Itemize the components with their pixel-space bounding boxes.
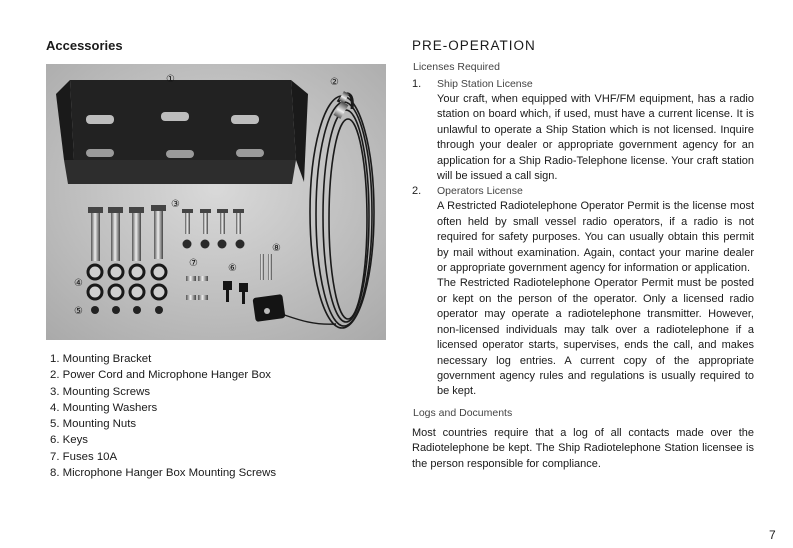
accessories-list (50, 351, 276, 481)
item-1-title: Ship Station License (437, 78, 533, 90)
hanger-box (252, 294, 285, 322)
list-item: 6. Keys (50, 434, 88, 447)
callout-7: ⑦ (189, 258, 198, 269)
section-title: PRE-OPERATION (412, 38, 536, 53)
mounting-bracket (56, 80, 308, 184)
list-item: 8. Microphone Hanger Box Mounting Screws (50, 467, 277, 480)
accessories-title: Accessories (46, 38, 123, 53)
callout-6: ⑥ (228, 263, 237, 274)
item-1-heading (412, 77, 754, 92)
item-2-heading (412, 184, 754, 199)
callout-8: ⑧ (272, 243, 281, 254)
logs-text: Most countries require that a log of all contacts made over the Radiotelephone be kept. The Ship Radiotelephone Station licensee is the person responsible for compliance. (412, 426, 754, 470)
list-item: 3. Mounting Screws (50, 385, 151, 398)
licenses-heading: Licenses Required (413, 61, 500, 73)
list-item: 5. Mounting Nuts (50, 418, 137, 431)
accessories-photo (46, 64, 386, 340)
item-1-number: 1. (412, 78, 422, 90)
list-item: 2. Power Cord and Microphone Hanger Box (50, 369, 271, 382)
operator-license-text-1: A Restricted Radiotelephone Operator Permit is the license most often held by small vessel radio operators, if a radio is not required for safety purposes. You can usually obtain this permit by mail without examination. Again, contact your marine dealer or appropriate government agency for information or application. (437, 200, 754, 275)
operator-license-text-2: The Restricted Radiotelephone Operator Permit must be posted or kept on the person of the operator. Only a licensed radio operator may operate a radiotelephone transmitter. However, non-licensed individuals may talk over a radiotelephone if a licensed operator starts, supervises, ends the call, and makes necessary log entries. A current copy of the appropriate government agency rules and regulations is usually required to be kept. (437, 277, 754, 398)
list-item: 4. Mounting Washers (50, 401, 158, 414)
ship-license-text: Your craft, when equipped with VHF/FM equipment, has a radio station on board which, if used, must have a current license. It is unlawful to operate a Ship Station which is not licensed. Inquire through your dealer or appropriate government agency for an application for a Ship Radio-Telephone license. Your craft station will be issued a call sign. (437, 93, 754, 183)
item-2-number: 2. (412, 185, 422, 198)
list-item: 1. Mounting Bracket (50, 353, 152, 365)
callout-5: ⑤ (74, 306, 83, 317)
page-number: 7 (769, 528, 776, 542)
callout-3: ③ (171, 199, 180, 210)
list-item: 7. Fuses 10A (50, 450, 118, 463)
logs-heading: Logs and Documents (413, 406, 513, 419)
item-2-title: Operators License (437, 185, 523, 198)
callout-2: ② (330, 77, 339, 88)
pre-operation-section (412, 38, 754, 472)
callout-4: ④ (74, 278, 83, 289)
callout-1: ① (166, 74, 175, 85)
